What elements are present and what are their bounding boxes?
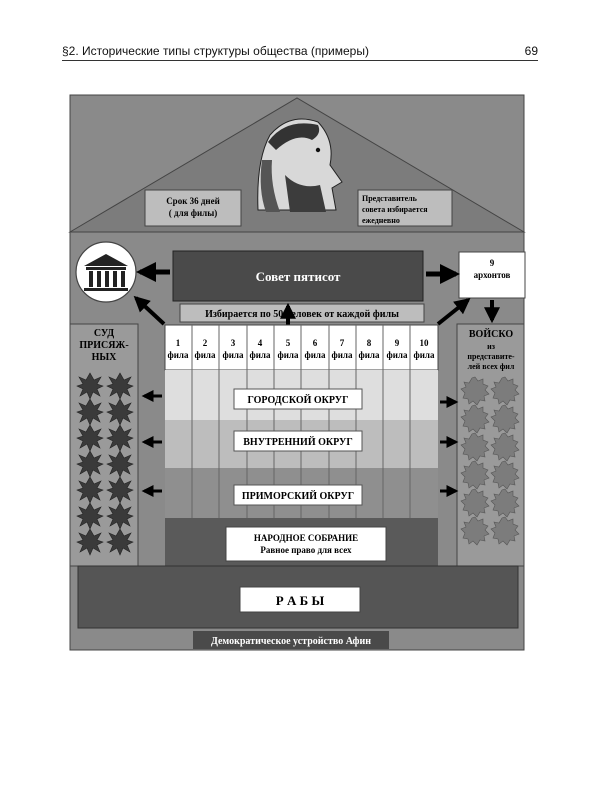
army-line2: из xyxy=(487,342,495,351)
phyla-1-num: 1 xyxy=(175,338,181,348)
court-line3: НЫХ xyxy=(91,352,117,363)
assembly-title: НАРОДНОЕ СОБРАНИЕ xyxy=(253,533,359,543)
phyla-9-label: фила xyxy=(386,350,408,360)
inland-district-label: ВНУТРЕННИЙ ОКРУГ xyxy=(243,437,353,448)
phyla-1-label: фила xyxy=(167,350,189,360)
archons-count: 9 xyxy=(489,258,495,268)
army-line3: представите- xyxy=(467,352,515,361)
phyla-6-num: 6 xyxy=(312,338,318,348)
term-note-line1: Срок 36 дней xyxy=(166,196,220,206)
diagram-caption: Демократическое устройство Афин xyxy=(210,636,372,647)
slaves-label: Р А Б Ы xyxy=(275,593,325,608)
phyla-7-label: фила xyxy=(331,350,353,360)
term-note-line2: ( для филы) xyxy=(168,208,218,218)
phyla-8-label: фила xyxy=(358,350,380,360)
court-line2: ПРИСЯЖ- xyxy=(79,340,129,351)
representative-note-line1: Представитель xyxy=(362,194,417,203)
phyla-5-num: 5 xyxy=(285,338,291,348)
phyla-10-num: 10 xyxy=(419,338,429,348)
representative-note-line3: ежедневно xyxy=(362,216,400,225)
archons-label: архонтов xyxy=(473,270,511,280)
representative-note-line2: совета избирается xyxy=(362,205,428,214)
court-line1: СУД xyxy=(93,328,115,339)
phyla-5-label: фила xyxy=(277,350,299,360)
army-line4: лей всех фил xyxy=(467,362,515,371)
army-line1: ВОЙСКО xyxy=(468,329,514,340)
phyla-3-num: 3 xyxy=(230,338,236,348)
section-title: §2. Исторические типы структуры общества (примеры) xyxy=(62,44,369,58)
elected-note: Избирается по 50 человек от каждой филы xyxy=(205,309,399,320)
assembly-subtitle: Равное право для всех xyxy=(260,545,352,555)
phyla-2-label: фила xyxy=(194,350,216,360)
phyla-6-label: фила xyxy=(304,350,326,360)
phyla-7-num: 7 xyxy=(339,338,345,348)
city-district-label: ГОРОДСКОЙ ОКРУГ xyxy=(247,395,349,406)
phyla-2-num: 2 xyxy=(202,338,208,348)
page-number: 69 xyxy=(524,44,538,58)
phyla-8-num: 8 xyxy=(366,338,372,348)
phyla-4-num: 4 xyxy=(257,338,263,348)
phyla-3-label: фила xyxy=(222,350,244,360)
phyla-4-label: фила xyxy=(249,350,271,360)
council-label: Совет пятисот xyxy=(255,269,341,284)
coastal-district-label: ПРИМОРСКИЙ ОКРУГ xyxy=(241,491,355,502)
phyla-10-label: фила xyxy=(413,350,435,360)
phyla-9-num: 9 xyxy=(394,338,400,348)
